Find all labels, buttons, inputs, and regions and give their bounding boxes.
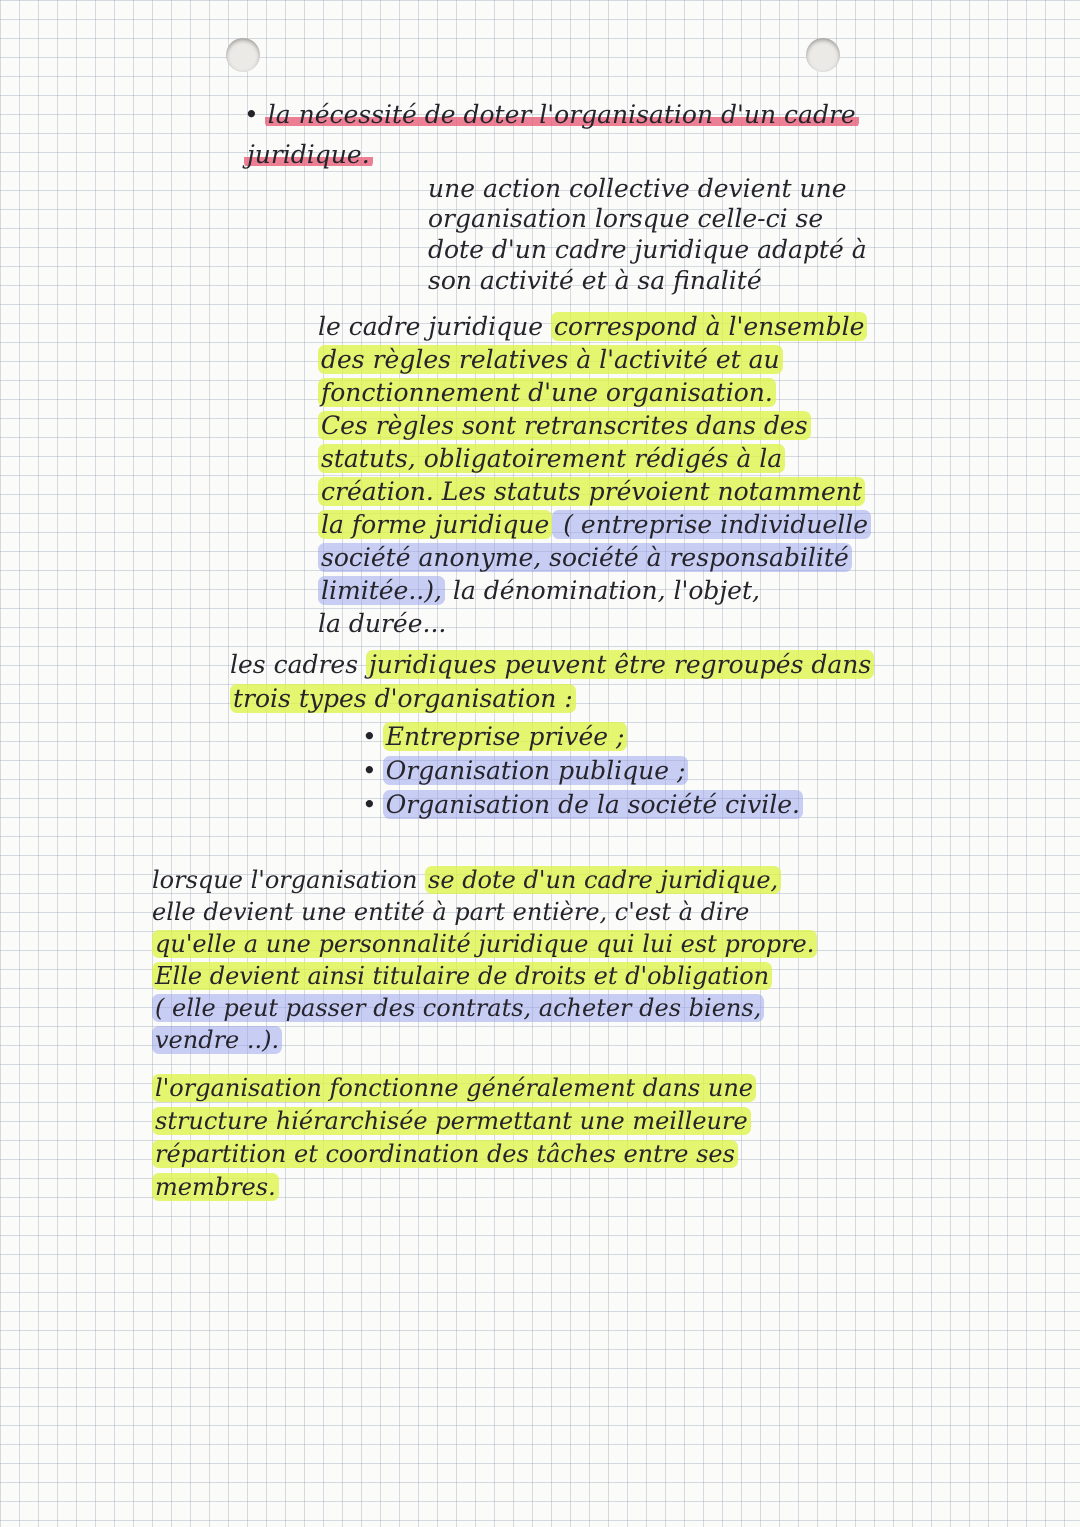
block2-line-1: le cadre juridique correspond à l'ensemble — [318, 312, 867, 342]
list-item: • Organisation de la société civile. — [362, 790, 803, 820]
block2-line-9: limitée..), la dénomination, l'objet, — [318, 576, 760, 606]
block4-line-3: qu'elle a une personnalité juridique qui lui est propre. — [152, 929, 817, 959]
block4-line-5: ( elle peut passer des contrats, acheter des biens, — [152, 993, 764, 1023]
block4-line-6: vendre ..). — [152, 1025, 282, 1055]
block2-line-5: statuts, obligatoirement rédigés à la — [318, 444, 785, 474]
block4-line-2: elle devient une entité à part entière, c'est à dire — [152, 898, 750, 926]
heading-line-2: juridique. — [244, 140, 373, 170]
binder-hole-left — [226, 38, 260, 72]
bullet-icon: • — [362, 790, 377, 819]
block1-line-3: dote d'un cadre juridique adapté à — [428, 235, 867, 264]
block3-line-2: trois types d'organisation : — [230, 684, 576, 714]
block2-line-4: Ces règles sont retranscrites dans des — [318, 411, 811, 441]
block2-line-3: fonctionnement d'une organisation. — [318, 378, 776, 408]
heading-line-1: • la nécessité de doter l'organisation d'un cadre — [244, 100, 859, 130]
block5-line-4: membres. — [152, 1172, 279, 1202]
block4-line-1: lorsque l'organisation se dote d'un cadre juridique, — [152, 865, 781, 895]
block5-line-3: répartition et coordination des tâches entre ses — [152, 1139, 738, 1169]
block3-line-1: les cadres juridiques peuvent être regroupés dans — [230, 650, 874, 680]
block2-line-2: des règles relatives à l'activité et au — [318, 345, 783, 375]
block2-line-6: création. Les statuts prévoient notamment — [318, 477, 865, 507]
block5-line-1: l'organisation fonctionne généralement dans une — [152, 1073, 756, 1103]
block1-line-4: son activité et à sa finalité — [428, 266, 762, 295]
list-item: • Entreprise privée ; — [362, 722, 627, 752]
list-item: • Organisation publique ; — [362, 756, 688, 786]
block5-line-2: structure hiérarchisée permettant une meilleure — [152, 1106, 751, 1136]
block2-line-8: société anonyme, société à responsabilité — [318, 543, 852, 573]
binder-hole-right — [806, 38, 840, 72]
bullet-icon: • — [362, 756, 377, 785]
block1-line-2: organisation lorsque celle-ci se — [428, 204, 824, 233]
block1-line-1: une action collective devient une — [428, 174, 847, 203]
block4-line-4: Elle devient ainsi titulaire de droits et d'obligation — [152, 961, 772, 991]
bullet-icon: • — [362, 722, 377, 751]
bullet-icon: • — [244, 100, 259, 129]
block2-line-10: la durée... — [318, 609, 447, 638]
block2-line-7: la forme juridique ( entreprise individuelle — [318, 510, 871, 540]
